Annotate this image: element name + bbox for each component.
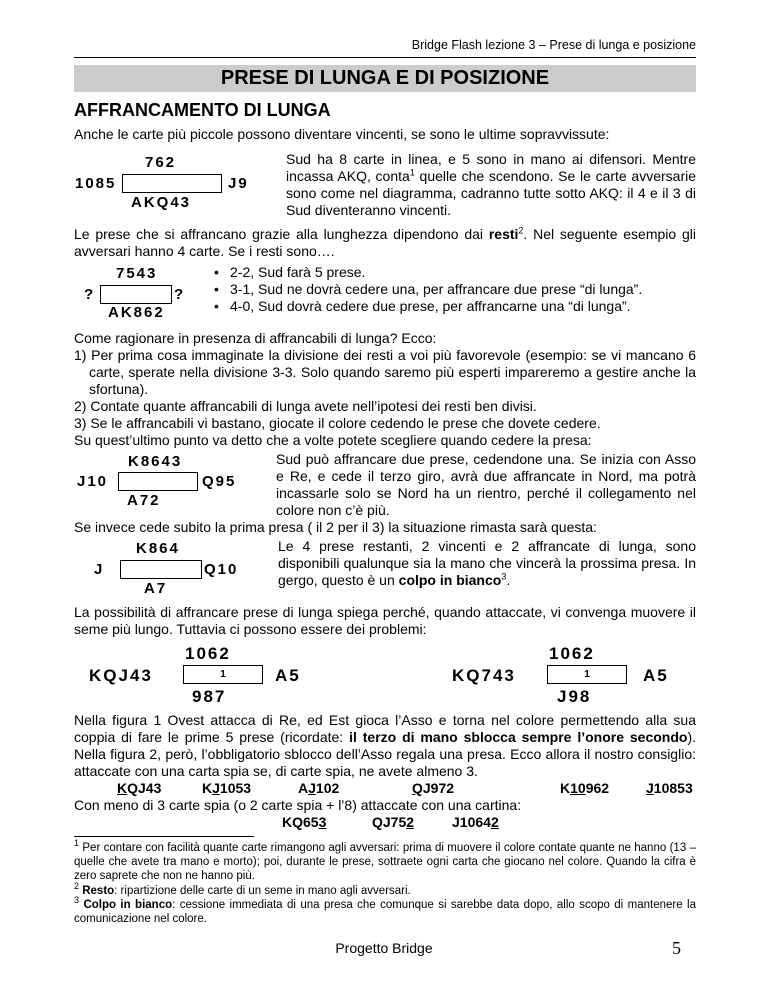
resti-bullet-list <box>212 264 702 315</box>
spia-intro: Con meno di 3 carte spia (o 2 carte spia + l’8) attaccate con una cartina: <box>74 797 522 813</box>
spia-example-3: AJ102 <box>298 780 340 796</box>
north-hand: K8643 <box>128 453 183 470</box>
card-diagram-3 <box>74 450 274 512</box>
footnote-ref-3: 3 <box>501 571 507 582</box>
figure-1-diagram <box>74 642 334 706</box>
spia-example-2: KJ1053 <box>202 780 252 796</box>
east-hand: A5 <box>643 666 669 685</box>
cede-paragraph: Se invece cede subito la prima presa ( il 2 per il 3) la situazione rimasta sarà questa: <box>74 519 597 535</box>
list-item: • 2-2, Sud farà 5 prese. <box>212 264 702 281</box>
footnote-1: $^1$ Per contare con facilità quante carte rimangono agli avversari: prima di muovere il colore contate quante ne hanno (13 – quelle che avete tra mano e morto); poi, durante le prese, sottraete ogni carta che giocano nel colore. Quando la cifra è zero saprete che non ne hanno più. <box>74 838 696 882</box>
spia-example-6: J10853 <box>646 780 693 796</box>
west-hand: KQ743 <box>452 666 516 685</box>
figure-number: 1 <box>183 665 263 684</box>
table-box <box>118 472 198 491</box>
table-box <box>100 285 172 304</box>
table-box <box>122 174 222 193</box>
card-diagram-1 <box>74 150 274 216</box>
west-hand: ? <box>84 286 96 303</box>
north-hand: 1062 <box>549 644 595 663</box>
small-card-example-2: QJ752 <box>372 814 415 830</box>
north-hand: 762 <box>145 154 177 171</box>
spia-example-4: QJ972 <box>412 780 455 796</box>
south-hand: J98 <box>557 687 592 706</box>
east-hand: Q10 <box>204 561 239 578</box>
footnote-ref-1: 1 <box>409 167 415 178</box>
small-card-example-1: KQ653 <box>282 814 327 830</box>
header-rule <box>74 57 696 58</box>
footnote-2: $^2$ Resto: ripartizione delle carte di un seme in mano agli avversari. <box>74 881 411 897</box>
spia-example-1: KQJ43 <box>117 780 162 796</box>
reason-intro: Come ragionare in presenza di affrancabili di lunga? Ecco: <box>74 330 437 346</box>
west-hand: J10 <box>77 473 109 490</box>
card-diagram-4 <box>74 537 274 599</box>
south-hand: A7 <box>144 580 168 597</box>
diagram-1-explanation: Sud ha 8 carte in linea, e 5 sono in mano ai difensori. Mentre incassa AKQ, conta$^1$ quelle che scendono. Se le carte avversarie sono come nel diagramma, cadranno tutte sotto AKQ: il 4 e il 3 di Sud diventeranno vincenti. <box>286 151 696 218</box>
page-number: 5 <box>672 938 681 958</box>
step-2: 2) Contate quante affrancabili di lunga avete nell’ipotesi dei resti ben divisi. <box>74 398 537 414</box>
east-hand: Q95 <box>202 473 237 490</box>
north-hand: K864 <box>136 540 180 557</box>
page-title: PRESE DI LUNGA E DI POSIZIONE <box>74 65 696 92</box>
south-hand: AK862 <box>108 304 165 321</box>
diagram-3-explanation: Sud può affrancare due prese, cedendone una. Se inizia con Asso e Re, e cede il terzo giro, avrà due affrancate in Nord, ma potrà incassarle solo se Nord ha un rientro, perché il collegamento nel colore non c’è più. <box>276 451 696 518</box>
lunga-paragraph: La possibilità di affrancare prese di lunga spiega perché, quando attaccate, vi convenga muovere il seme più lungo. Tuttavia ci possono essere dei problemi: <box>74 604 696 637</box>
south-hand: A72 <box>127 492 161 509</box>
north-hand: 7543 <box>116 265 158 282</box>
figures-paragraph: Nella figura 1 Ovest attacca di Re, ed Est gioca l’Asso e torna nel colore permettendo alla sua coppia di fare le prime 5 prese (ricordate: il terzo di mano sblocca sempre l’onore secondo). Nella figura 2, però, l’obbligatorio sblocco dell’Asso regala una presa. Ecco allora il nostro consiglio: attaccate con una carta spia se, di carte spia, ne avete almeno 3. <box>74 712 697 779</box>
section-title: AFFRANCAMENTO DI LUNGA <box>74 100 331 120</box>
last-point: Su quest’ultimo punto va detto che a volte potete scegliere quando cedere la presa: <box>74 432 592 448</box>
north-hand: 1062 <box>185 644 231 663</box>
spia-example-5: K10962 <box>560 780 610 796</box>
east-hand: A5 <box>275 666 301 685</box>
card-diagram-2 <box>74 262 234 324</box>
table-box <box>120 560 202 579</box>
footnote-3: $^3$ Colpo in bianco: cessione immediata di una presa che comunque si sarebbe data dopo, allo scopo di mantenere la comunicazione nel colore. <box>74 895 696 925</box>
figure-2-diagram <box>440 642 710 706</box>
south-hand: AKQ43 <box>131 194 192 211</box>
west-hand: J <box>94 561 105 578</box>
west-hand: KQJ43 <box>89 666 153 685</box>
step-3: 3) Se le affrancabili vi bastano, giocate il colore cedendo le prese che dovete cedere. <box>74 415 601 431</box>
figure-number: 1 <box>547 665 627 684</box>
east-hand: ? <box>174 286 186 303</box>
west-hand: 1085 <box>75 175 117 192</box>
south-hand: 987 <box>192 687 227 706</box>
list-item: • 3-1, Sud ne dovrà cedere una, per affrancare due prese “di lunga”. <box>212 281 702 298</box>
east-hand: J9 <box>228 175 249 192</box>
step-1: 1) Per prima cosa immaginate la divisione dei resti a voi più favorevole (esempio: se vi mancano 6 carte, sperate nella divisione 3-3. Solo quando saremo più esperti impareremo a gestire anche la sfortuna). <box>74 347 696 397</box>
diagram-4-explanation: Le 4 prese restanti, 2 vincenti e 2 affrancate di lunga, sono disponibili qualunque sia la mano che vincerà la prossima presa. In gergo, questo è un colpo in bianco$^3$. <box>278 538 696 588</box>
list-item: • 4-0, Sud dovrà cedere due prese, per affrancarne una “di lunga”. <box>212 298 702 315</box>
footnote-rule <box>74 836 254 837</box>
page-footer: Progetto Bridge <box>335 940 433 956</box>
running-header: Bridge Flash lezione 3 – Prese di lunga e posizione <box>411 38 696 52</box>
footnote-ref-2: 2 <box>518 225 524 236</box>
resti-paragraph: Le prese che si affrancano grazie alla lunghezza dipendono dai resti$^2$. Nel seguente esempio gli avversari hanno 4 carte. Se i resti sono…. <box>74 225 696 259</box>
intro-paragraph: Anche le carte più piccole possono diventare vincenti, se sono le ultime sopravvissute: <box>74 126 610 142</box>
small-card-example-3: J10642 <box>452 814 499 830</box>
